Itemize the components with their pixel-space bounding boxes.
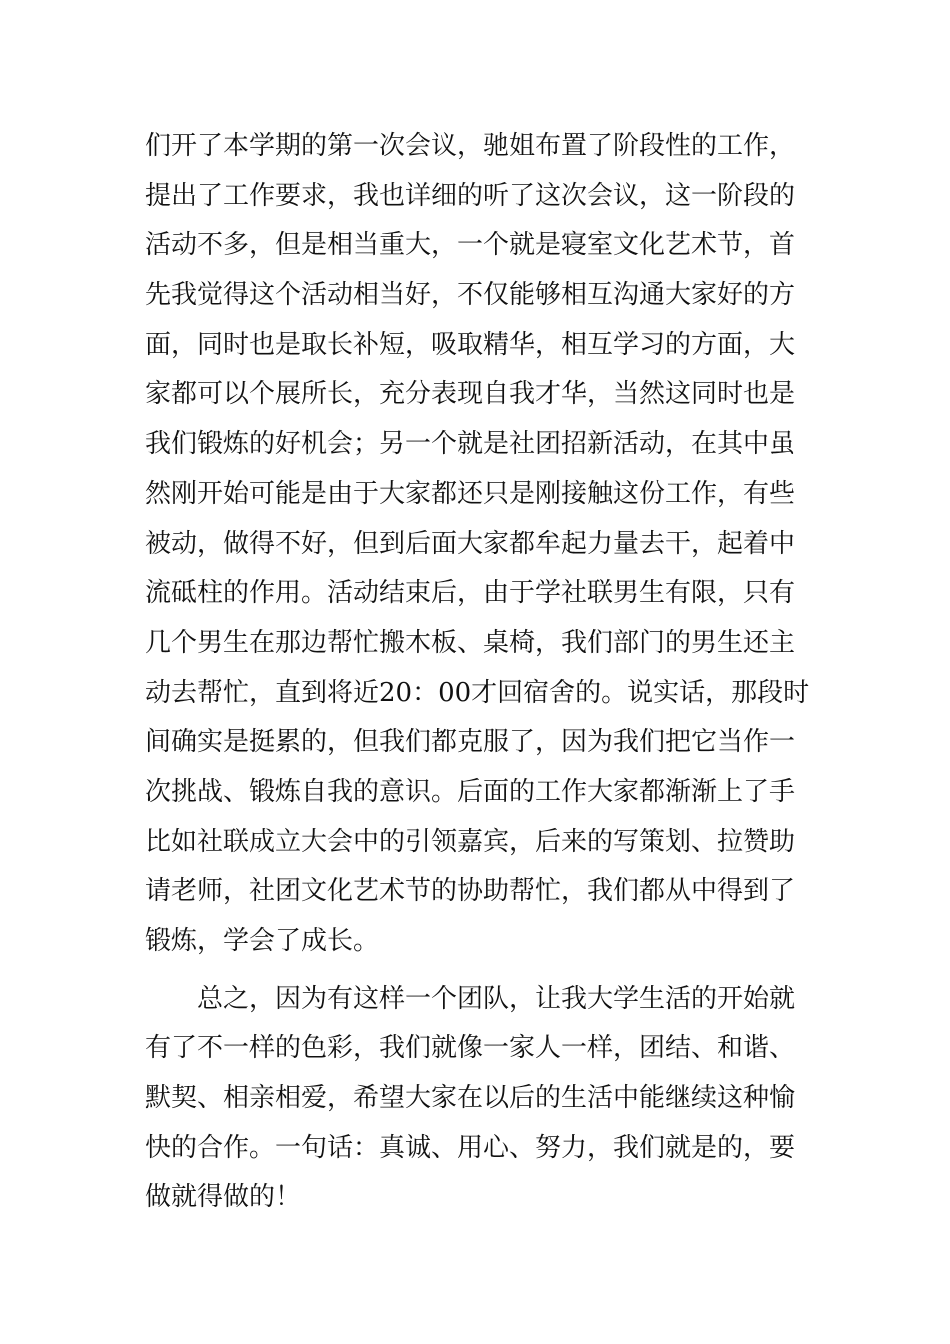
paragraph-line: 动去帮忙，直到将近20：00才回宿舍的。说实话，那段时 — [145, 677, 810, 708]
paragraph-line: 们开了本学期的第一次会议，驰姐布置了阶段性的工作， — [145, 131, 796, 161]
paragraph-line: 我们锻炼的好机会；另一个就是社团招新活动，在其中虽 — [145, 429, 796, 460]
document-body — [145, 122, 810, 1223]
paragraph-line: 默契、相亲相爱，希望大家在以后的生活中能继续这种愉 — [145, 1083, 796, 1114]
paragraph-line: 请老师，社团文化艺术节的协助帮忙，我们都从中得到了 — [145, 876, 796, 907]
paragraph-line: 几个男生在那边帮忙搬木板、桌椅，我们部门的男生还主 — [145, 627, 796, 658]
paragraph-line: 次挑战、锻炼自我的意识。后面的工作大家都渐渐上了手 — [145, 776, 796, 807]
paragraph-line: 然刚开始可能是由于大家都还只是刚接触这份工作，有些 — [145, 478, 796, 509]
paragraph-line: 快的合作。一句话：真诚、用心、努力，我们就是的，要 — [145, 1132, 796, 1163]
paragraph-1 — [145, 122, 810, 967]
paragraph-line: 间确实是挺累的，但我们都克服了，因为我们把它当作一 — [145, 727, 796, 758]
paragraph-line: 做就得做的！ — [145, 1182, 302, 1213]
paragraph-line: 总之，因为有这样一个团队，让我大学生活的开始就 — [145, 983, 796, 1014]
paragraph-line: 比如社联成立大会中的引领嘉宾，后来的写策划、拉赞助 — [145, 826, 796, 857]
paragraph-line: 提出了工作要求，我也详细的听了这次会议，这一阶段的 — [145, 180, 796, 211]
paragraph-line: 活动不多，但是相当重大，一个就是寝室文化艺术节，首 — [145, 230, 796, 261]
paragraph-line: 面，同时也是取长补短，吸取精华，相互学习的方面，大 — [145, 329, 796, 360]
paragraph-2 — [145, 975, 810, 1223]
paragraph-line: 先我觉得这个活动相当好，不仅能够相互沟通大家好的方 — [145, 280, 796, 311]
paragraph-divider — [145, 967, 810, 975]
paragraph-line: 锻炼，学会了成长。 — [145, 926, 380, 956]
paragraph-line: 流砥柱的作用。活动结束后，由于学社联男生有限，只有 — [145, 578, 796, 609]
paragraph-line: 家都可以个展所长，充分表现自我才华，当然这同时也是 — [145, 379, 796, 410]
paragraph-line: 被动，做得不好，但到后面大家都牟起力量去干，起着中 — [145, 528, 796, 559]
paragraph-line: 有了不一样的色彩，我们就像一家人一样，团结、和谐、 — [145, 1033, 796, 1064]
